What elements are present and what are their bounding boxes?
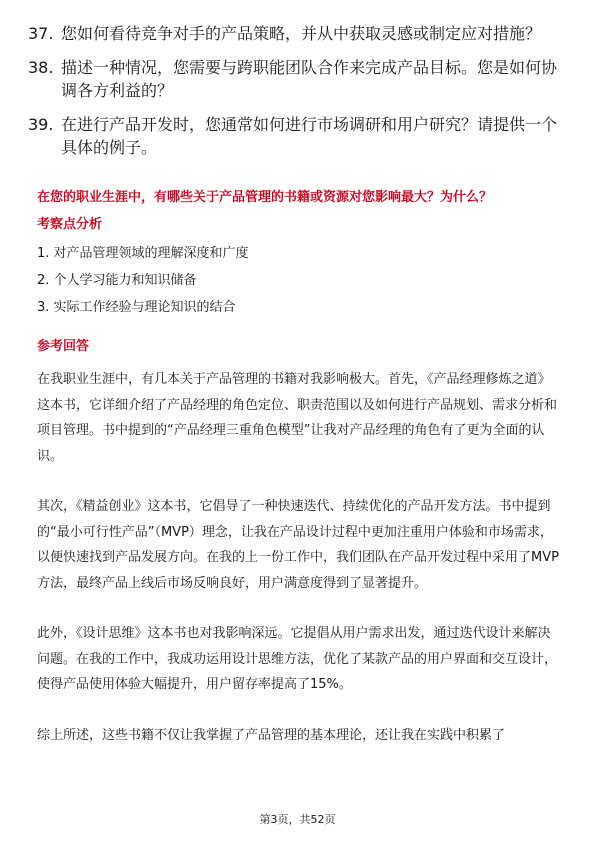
answer-paragraph: 此外，《设计思维》这本书也对我影响深远。它提倡从用户需求出发，通过迭代设计来解决问题。在我的工作中，我成功运用设计思维方法，优化了某款产品的用户界面和交互设计，使得产品使用体验大幅提升，用户留存率提高了15%。 <box>37 626 558 692</box>
question-text: 在进行产品开发时，您通常如何进行市场调研和用户研究？请提供一个具体的例子。 <box>61 115 558 157</box>
analysis-heading: 考察点分析 <box>37 217 103 232</box>
analysis-point: 3. 实际工作经验与理论知识的结合 <box>37 300 236 315</box>
answer-paragraph: 综上所述，这些书籍不仅让我掌握了产品管理的基本理论，还让我在实践中积累了 <box>37 727 506 743</box>
answer-heading: 参考回答 <box>37 339 90 354</box>
question-number: 37. <box>28 24 54 43</box>
question-number: 38. <box>28 58 54 77</box>
answer-paragraph: 其次，《精益创业》这本书，它倡导了一种快速迭代、持续优化的产品开发方法。书中提到的“最小可行性产品”（MVP）理念，让我在产品设计过程中更加注重用户体验和市场需求，以便快速找到产品发展方向。在我的上一份工作中，我们团队在产品开发过程中采用了MVP方法，最终产品上线后市场反响良好，用户满意度得到了显著提升。 <box>37 499 559 591</box>
question-list <box>28 22 568 170</box>
answer-body <box>37 367 562 748</box>
section-question-heading: 在您的职业生涯中，有哪些关于产品管理的书籍或资源对您影响最大？为什么？ <box>37 190 493 205</box>
question-text: 您如何看待竞争对手的产品策略，并从中获取灵感或制定应对措施？ <box>61 24 542 43</box>
analysis-point: 1. 对产品管理领域的理解深度和广度 <box>37 246 249 261</box>
analysis-point: 2. 个人学习能力和知识储备 <box>37 273 197 288</box>
question-item <box>28 113 568 159</box>
question-text: 描述一种情况，您需要与跨职能团队合作来完成产品目标。您是如何协调各方利益的？ <box>61 58 558 100</box>
question-item <box>28 56 568 102</box>
answer-paragraph: 在我职业生涯中，有几本关于产品管理的书籍对我影响极大。首先，《产品经理修炼之道》这本书，它详细介绍了产品经理的角色定位、职责范围以及如何进行产品规划、需求分析和项目管理。书中提到的“产品经理三重角色模型”让我对产品经理的角色有了更为全面的认识。 <box>37 372 558 464</box>
analysis-points <box>37 245 249 326</box>
question-number: 39. <box>28 115 54 134</box>
question-item <box>28 22 568 45</box>
page-footer: 第3页，共52页 <box>259 813 336 826</box>
